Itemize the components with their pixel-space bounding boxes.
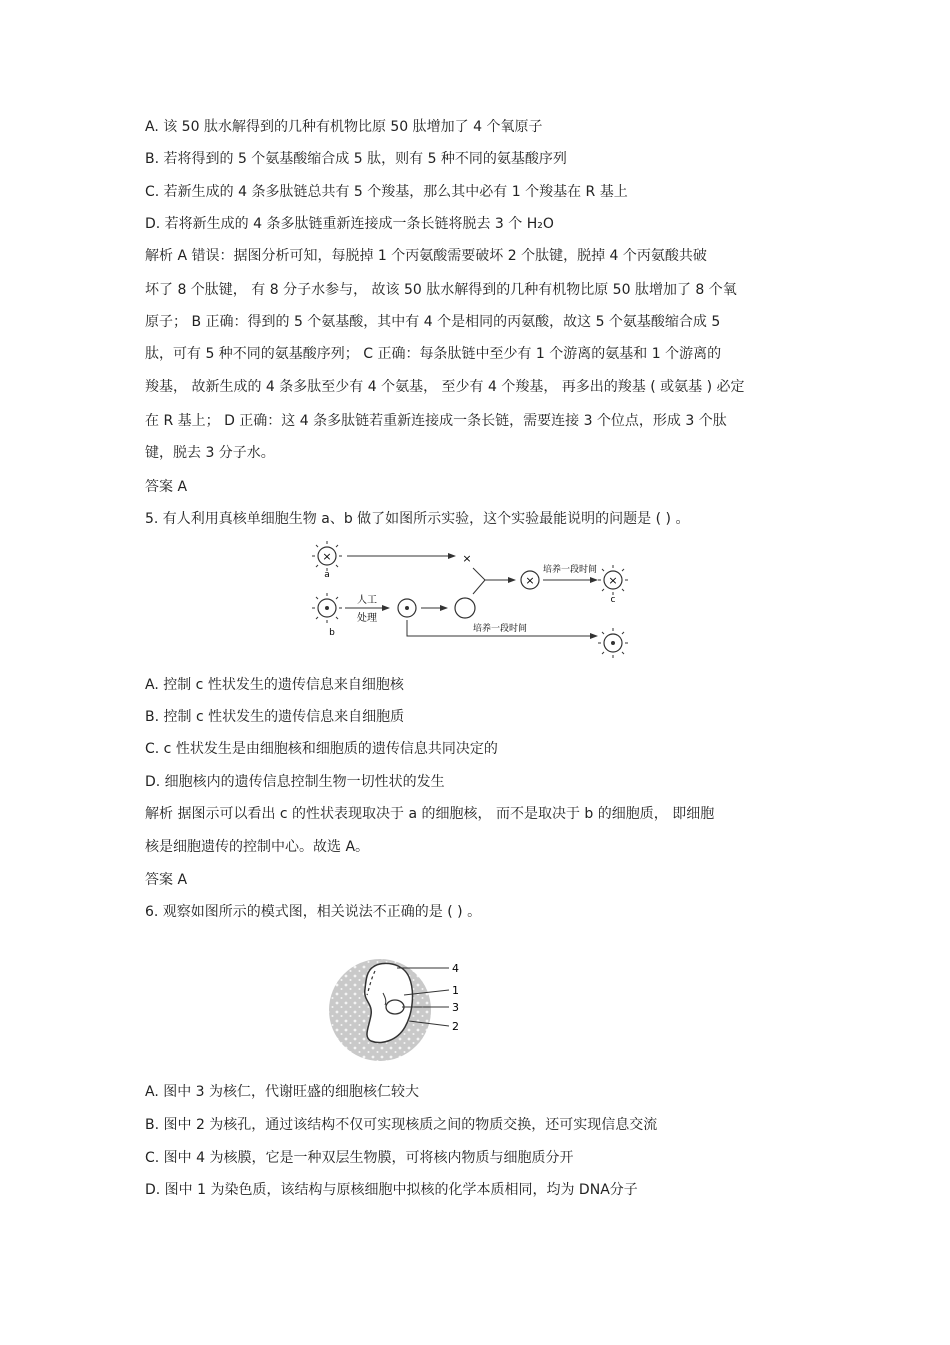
q4-analysis-line-4: 肽，可有 5 种不同的氨基酸序列； C 正确：每条肽链中至少有 1 个游离的氨基和 1 个游离的 bbox=[145, 346, 722, 362]
q6-option-c: C. 图中 4 为核膜，它是一种双层生物膜，可将核内物质与细胞质分开 bbox=[145, 1150, 574, 1166]
q5-analysis-line-1: 解析 据图示可以看出 c 的性状表现取决于 a 的细胞核， 而不是取决于 b 的细胞质， 即细胞 bbox=[145, 806, 715, 822]
q4-analysis-line-6: 在 R 基上； D 正确：这 4 条多肽链若重新连接成一条长链，需要连接 3 个位点，形成 3 个肽 bbox=[145, 413, 727, 429]
reconstructed-cell-cross: × bbox=[525, 574, 535, 587]
q5-option-d: D. 细胞核内的遗传信息控制生物一切性状的发生 bbox=[145, 774, 445, 790]
cell-a bbox=[312, 541, 342, 571]
q6-option-b: B. 图中 2 为核孔，通过该结构不仅可实现核质之间的物质交换，还可实现信息交流 bbox=[145, 1117, 658, 1133]
cell-a-nucleus-cross: × bbox=[322, 550, 332, 563]
q4-option-b: B. 若将得到的 5 个氨基酸缩合成 5 肽，则有 5 种不同的氨基酸序列 bbox=[145, 151, 567, 167]
q4-analysis-line-1: 解析 A 错误：据图分析可知，每脱掉 1 个丙氨酸需要破坏 2 个肽键，脱掉 4 个丙氨酸共破 bbox=[145, 248, 707, 264]
label-1: 1 bbox=[452, 984, 459, 997]
q5-option-a: A. 控制 c 性状发生的遗传信息来自细胞核 bbox=[145, 677, 404, 693]
nucleus-model-diagram bbox=[325, 955, 475, 1070]
q4-option-d: D. 若将新生成的 4 条多肽链重新连接成一条长链将脱去 3 个 H₂O bbox=[145, 216, 554, 232]
merge-line-bottom bbox=[473, 580, 485, 594]
treatment-label-line2: 处理 bbox=[357, 613, 377, 624]
enucleated-cell bbox=[455, 598, 475, 618]
q6-stem: 6. 观察如图所示的模式图，相关说法不正确的是 ( ) 。 bbox=[145, 904, 482, 920]
treatment-label-line1: 人工 bbox=[357, 595, 377, 606]
label-a: a bbox=[324, 570, 330, 580]
label-3: 3 bbox=[452, 1001, 459, 1014]
q4-answer: 答案 A bbox=[145, 479, 188, 495]
treated-cell-nucleus bbox=[405, 606, 409, 610]
cell-c-nucleus-cross: × bbox=[608, 574, 618, 587]
q4-option-c: C. 若新生成的 4 条多肽链总共有 5 个羧基，那么其中必有 1 个羧基在 R 基上 bbox=[145, 184, 628, 200]
q5-stem: 5. 有人利用真核单细胞生物 a、b 做了如图所示实验，这个实验最能说明的问题是 ( ) 。 bbox=[145, 511, 690, 527]
label-c: c bbox=[610, 595, 616, 605]
result-cell-b bbox=[598, 628, 628, 658]
q5-answer: 答案 A bbox=[145, 872, 188, 888]
culture-label-bottom: 培养一段时间 bbox=[472, 624, 528, 634]
q6-option-a: A. 图中 3 为核仁，代谢旺盛的细胞核仁较大 bbox=[145, 1084, 420, 1100]
merge-line-top bbox=[473, 568, 485, 580]
q5-option-b: B. 控制 c 性状发生的遗传信息来自细胞质 bbox=[145, 709, 405, 725]
q4-analysis-line-3: 原子； B 正确：得到的 5 个氨基酸，其中有 4 个是相同的丙氨酸，故这 5 个氨基酸缩合成 5 bbox=[145, 314, 721, 330]
culture-label-top: 培养一段时间 bbox=[542, 565, 598, 575]
nucleolus bbox=[386, 1000, 404, 1014]
q4-analysis-line-5: 羧基， 故新生成的 4 条多肽至少有 4 个氨基， 至少有 4 个羧基， 再多出的羧基 ( 或氨基 ) 必定 bbox=[145, 379, 745, 395]
q6-option-d: D. 图中 1 为染色质，该结构与原核细胞中拟核的化学本质相同，均为 DNA分子 bbox=[145, 1182, 638, 1198]
cell-b bbox=[312, 593, 342, 623]
q5-option-c: C. c 性状发生是由细胞核和细胞质的遗传信息共同决定的 bbox=[145, 741, 498, 757]
experiment-diagram bbox=[305, 540, 645, 665]
q4-analysis-line-7: 键，脱去 3 分子水。 bbox=[145, 445, 275, 461]
label-b: b bbox=[329, 628, 335, 638]
q4-analysis-line-2: 坏了 8 个肽键， 有 8 分子水参与， 故该 50 肽水解得到的几种有机物比原 50 肽增加了 8 个氧 bbox=[145, 282, 737, 298]
label-2: 2 bbox=[452, 1020, 459, 1033]
q5-analysis-line-2: 核是细胞遗传的控制中心。故选 A。 bbox=[145, 839, 370, 855]
label-4: 4 bbox=[452, 962, 459, 975]
q4-option-a: A. 该 50 肽水解得到的几种有机物比原 50 肽增加了 4 个氧原子 bbox=[145, 119, 543, 135]
cell-c bbox=[598, 565, 628, 595]
extracted-nucleus-a: × bbox=[462, 552, 472, 565]
